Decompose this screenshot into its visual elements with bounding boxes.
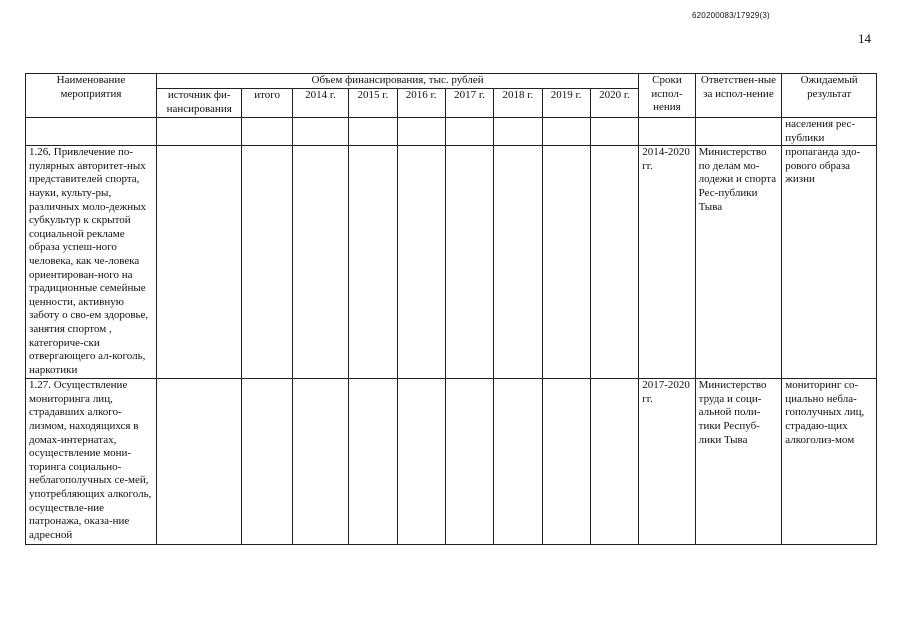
- row-responsible: Министерство по делам мо-лодежи и спорта Рес-публики Тыва: [695, 146, 782, 379]
- row-terms: 2017-2020 гг.: [639, 379, 695, 545]
- cell-2015: [349, 146, 397, 379]
- row-result: населения рес-публики: [782, 118, 877, 146]
- page-number: 14: [858, 31, 871, 46]
- row-responsible: Министерство труда и соци-альной поли-тики Респуб-лики Тыва: [695, 379, 782, 545]
- header-row-1: [26, 74, 877, 89]
- cell-2014: [292, 379, 348, 545]
- cell-2018: [494, 146, 542, 379]
- document-id: 620200083/17929(3): [692, 11, 770, 20]
- row-name: [26, 118, 157, 146]
- cell-2016: [397, 146, 445, 379]
- row-name: 1.26. Привлечение по-пулярных авторитет-ных представителей спорта, науки, культу-ры, различных моло-дежных субкультур к скрытой социальной рекламе образа успеш-ного человека, как че-ловека ориентирован-ного на традиционные семейные ценности, активную заботу о сво-ем здоровье, занятия спортом , категориче-ски отвергающего ал-коголь, наркотики: [26, 146, 157, 379]
- cell-total: [242, 379, 292, 545]
- row-terms: 2014-2020 гг.: [639, 146, 695, 379]
- cell-2017: [445, 118, 493, 146]
- financing-table: [25, 73, 877, 545]
- header-year-2018: 2018 г.: [494, 89, 542, 118]
- header-name: Наименование мероприятия: [26, 74, 157, 118]
- header-total: итого: [242, 89, 292, 118]
- cell-2016: [397, 379, 445, 545]
- cell-2019: [542, 379, 590, 545]
- row-name: 1.27. Осуществление мониторинга лиц, страдавших алкого-лизмом, находящихся в домах-интернатах, осуществление мони-торинга социально-неблагополучных се-мей, употребляющих алкоголь, осуществле-ние патронажа, оказа-ние адресной: [26, 379, 157, 545]
- header-year-2017: 2017 г.: [445, 89, 493, 118]
- cell-2016: [397, 118, 445, 146]
- row-result: мониторинг со-циально небла-гополучных лиц, страдаю-щих алкоголиз-мом: [782, 379, 877, 545]
- header-source: источник фи-нансирования: [156, 89, 242, 118]
- cell-2020: [590, 146, 638, 379]
- cell-source: [156, 146, 242, 379]
- cell-2015: [349, 379, 397, 545]
- header-year-2015: 2015 г.: [349, 89, 397, 118]
- cell-2014: [292, 118, 348, 146]
- cell-2020: [590, 379, 638, 545]
- cell-2015: [349, 118, 397, 146]
- cell-2017: [445, 379, 493, 545]
- cell-2020: [590, 118, 638, 146]
- cell-source: [156, 379, 242, 545]
- cell-2018: [494, 118, 542, 146]
- row-responsible: [695, 118, 782, 146]
- cell-2019: [542, 146, 590, 379]
- cell-2019: [542, 118, 590, 146]
- table-row: [26, 146, 877, 379]
- cell-source: [156, 118, 242, 146]
- header-year-2020: 2020 г.: [590, 89, 638, 118]
- cell-2017: [445, 146, 493, 379]
- header-financing: Объем финансирования, тыс. рублей: [156, 74, 638, 89]
- cell-2014: [292, 146, 348, 379]
- header-terms: Сроки испол-нения: [639, 74, 695, 118]
- header-responsible: Ответствен-ные за испол-нение: [695, 74, 782, 118]
- header-year-2019: 2019 г.: [542, 89, 590, 118]
- row-terms: [639, 118, 695, 146]
- table-row: [26, 118, 877, 146]
- header-year-2014: 2014 г.: [292, 89, 348, 118]
- cell-2018: [494, 379, 542, 545]
- cell-total: [242, 146, 292, 379]
- header-result: Ожидаемый результат: [782, 74, 877, 118]
- cell-total: [242, 118, 292, 146]
- table-row: [26, 379, 877, 545]
- row-result: пропаганда здо-рового образа жизни: [782, 146, 877, 379]
- header-year-2016: 2016 г.: [397, 89, 445, 118]
